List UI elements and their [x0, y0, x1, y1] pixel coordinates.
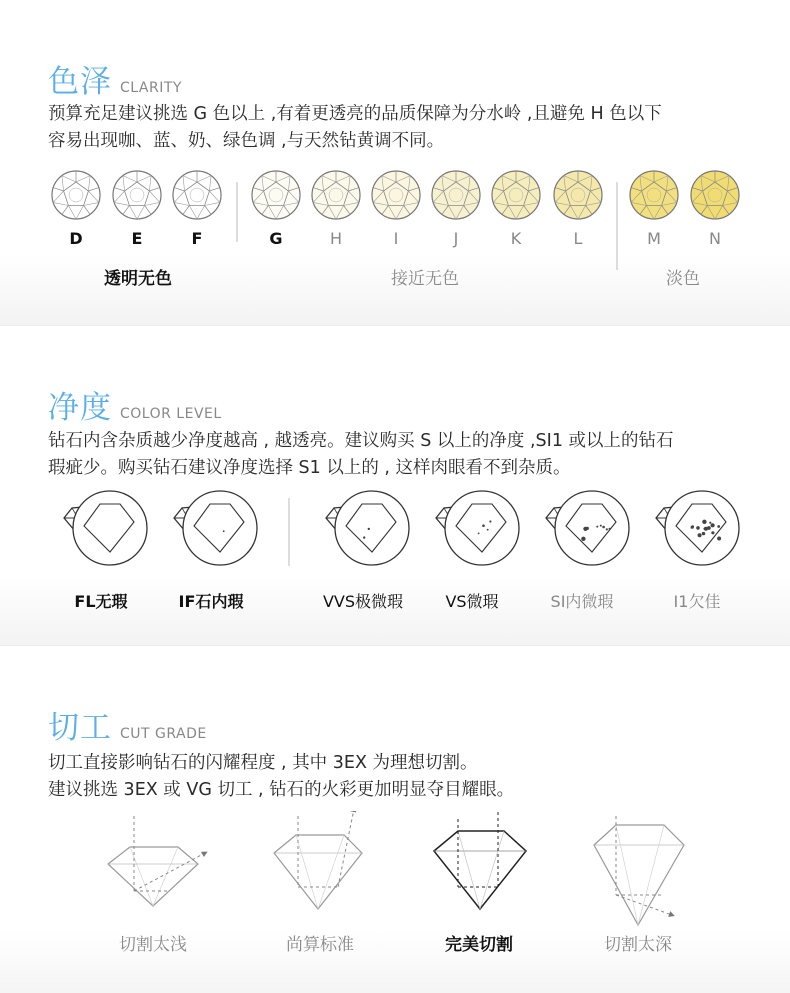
clarity-label-vs: VS微瑕	[445, 592, 499, 611]
grade-label-m: M	[647, 229, 661, 248]
clarity-section	[0, 0, 790, 325]
gem-icon-i	[372, 171, 420, 219]
gem-icon-j	[432, 171, 480, 219]
loupe-icon-vs	[436, 491, 519, 565]
cut-grade-title-en: CUT GRADE	[120, 726, 207, 742]
color-level-heading	[48, 382, 222, 427]
grade-label-f: F	[191, 229, 203, 248]
cut-too-deep-diagram	[594, 816, 684, 925]
group-label-faint: 淡色	[666, 269, 700, 289]
inclusion-dot	[698, 533, 702, 537]
gem-icon-k	[492, 171, 540, 219]
inclusion-dot	[363, 536, 365, 538]
clarity-label-si: SI内微瑕	[550, 592, 614, 611]
inclusion-dot	[709, 522, 711, 524]
gem-icon-h	[312, 171, 360, 219]
inclusion-dot	[600, 525, 602, 527]
inclusion-dot	[223, 530, 225, 532]
color-level-section	[0, 325, 790, 646]
clarity-title-en: CLARITY	[120, 80, 182, 96]
grade-label-g: G	[269, 229, 283, 248]
grade-label-k: K	[510, 229, 522, 248]
clarity-label-fl: FL无瑕	[74, 592, 128, 611]
clarity-desc-line: 预算充足建议挑选 G 色以上 ,有着更透亮的品质保障为分水岭 ,且避免 H 色以下	[48, 104, 662, 124]
clarity-label-i1: I1欠佳	[673, 592, 721, 611]
inclusion-dot	[702, 520, 706, 524]
group-label-near-colorless: 接近无色	[391, 269, 459, 289]
grade-label-n: N	[709, 229, 721, 248]
cut-diagrams	[0, 811, 790, 931]
inclusion-dot	[602, 526, 605, 529]
cut-too-shallow-diagram	[108, 816, 205, 906]
clarity-heading	[48, 56, 182, 101]
cut-grade-description	[48, 750, 758, 804]
cut-label-ideal: 完美切割	[445, 935, 513, 955]
grade-label-j: J	[453, 229, 459, 248]
loupe-icon-si	[546, 491, 629, 565]
gem-icon-e	[113, 171, 161, 219]
inclusion-dot	[489, 520, 491, 522]
loupe-icon-fl	[64, 491, 147, 565]
cut-label-too-deep: 切割太深	[604, 935, 672, 955]
grade-label-h: H	[329, 229, 343, 248]
inclusion-dot	[696, 526, 700, 530]
color-level-title-en: COLOR LEVEL	[120, 406, 222, 422]
inclusion-dot	[703, 528, 705, 530]
gem-icon-d	[52, 171, 100, 219]
grade-label-d: D	[69, 229, 83, 248]
inclusion-dot	[586, 527, 589, 530]
color-level-description	[48, 428, 758, 482]
cut-label-acceptable: 尚算标准	[286, 935, 354, 955]
gem-icon-f	[173, 171, 221, 219]
gem-icon-n	[691, 171, 739, 219]
clarity-description	[48, 101, 758, 155]
inclusion-dot	[711, 531, 714, 534]
inclusion-dot	[482, 524, 485, 527]
grade-label-i: I	[393, 229, 399, 248]
gem-icon-l	[554, 171, 602, 219]
inclusion-dot	[487, 529, 489, 531]
group-label-colorless: 透明无色	[104, 269, 172, 289]
color-level-title-cn: 净度	[48, 390, 112, 426]
color-scale-gems	[0, 160, 790, 280]
cut-grade-desc-line: 建议挑选 3EX 或 VG 切工 , 钻石的火彩更加明显夺目耀眼。	[48, 780, 515, 800]
inclusion-dot	[717, 525, 720, 528]
color-level-desc-line: 瑕疵少。购买钻石建议净度选择 S1 以上的 , 这样肉眼看不到杂质。	[48, 458, 571, 478]
inclusion-dot	[717, 537, 721, 541]
loupe-icon-vvs	[326, 491, 409, 565]
inclusion-dot	[691, 526, 694, 529]
inclusion-dot	[702, 532, 705, 535]
gem-icon-g	[252, 171, 300, 219]
inclusion-dot	[606, 528, 608, 530]
inclusion-dot	[368, 528, 370, 530]
cut-grade-desc-line: 切工直接影响钻石的闪耀程度 , 其中 3EX 为理想切割。	[48, 753, 478, 773]
loupe-icon-if	[174, 491, 257, 565]
inclusion-dot	[596, 526, 598, 528]
gem-icon-m	[630, 171, 678, 219]
cut-grade-title-cn: 切工	[48, 710, 112, 746]
inclusion-dot	[609, 528, 611, 530]
grade-label-l: L	[573, 229, 583, 248]
clarity-desc-line: 容易出现咖、蓝、奶、绿色调 ,与天然钻黄调不同。	[48, 131, 445, 151]
cut-label-too-shallow: 切割太浅	[119, 935, 187, 955]
clarity-title-cn: 色泽	[48, 64, 112, 100]
clarity-label-vvs: VVS极微瑕	[322, 592, 404, 611]
inclusion-dot	[478, 533, 480, 535]
color-level-desc-line: 钻石内含杂质越少净度越高 , 越透亮。建议购买 S 以上的净度 ,SI1 或以上的钻石	[48, 431, 674, 451]
cut-acceptable-diagram	[274, 811, 362, 909]
loupe-icon-i1	[656, 491, 739, 565]
clarity-loupe-icons	[0, 486, 790, 586]
grade-label-e: E	[131, 229, 143, 248]
inclusion-dot	[711, 523, 715, 527]
cut-grade-heading	[48, 702, 207, 747]
cut-ideal-diagram	[434, 811, 526, 909]
cut-grade-section	[0, 645, 790, 993]
clarity-label-if: IF石内瑕	[178, 592, 244, 611]
inclusion-dot	[583, 537, 585, 539]
